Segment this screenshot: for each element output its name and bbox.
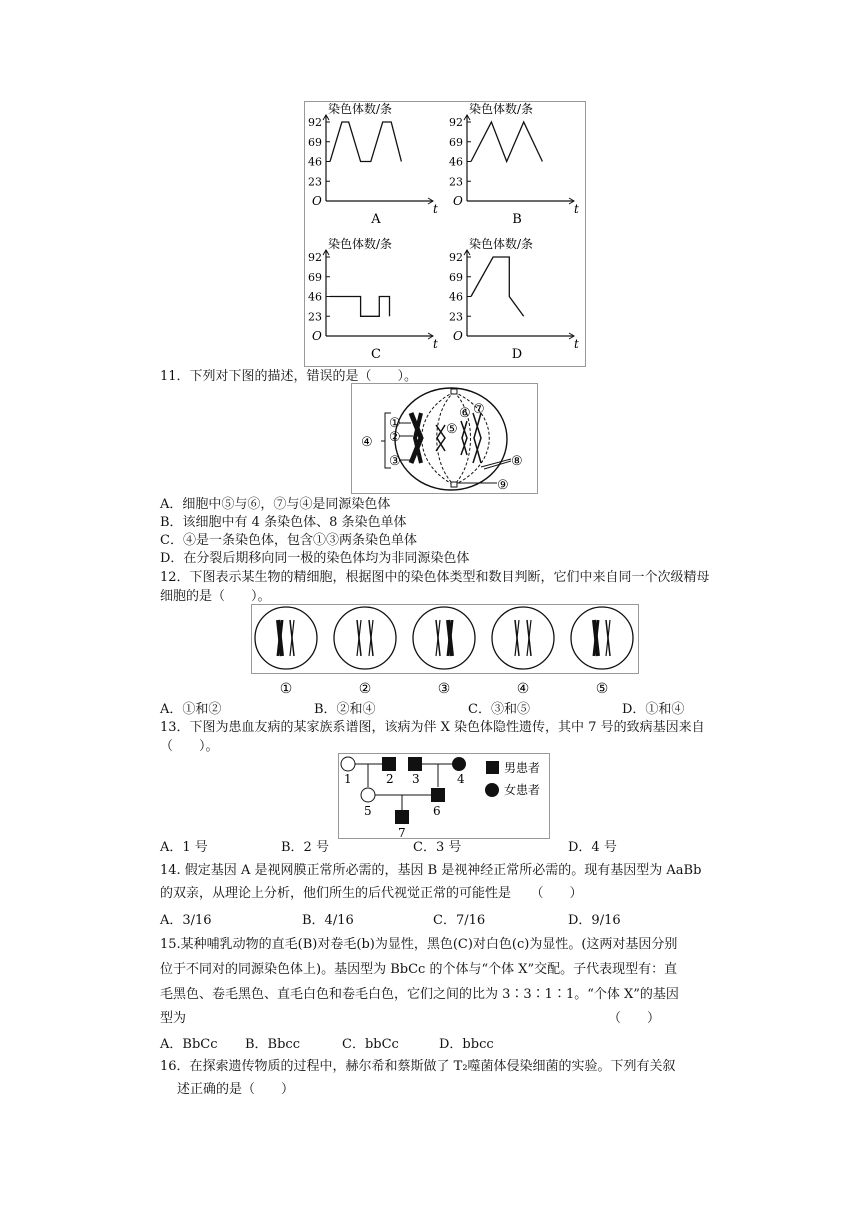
q15-line1: 15.某种哺乳动物的直毛(B)对卷毛(b)为显性，黑色(C)对白色(c)为显性。(这两对基因分别: [160, 937, 678, 952]
q16-line2: 述正确的是（ ）: [177, 1082, 295, 1097]
q14-option-a: A．3/16: [160, 913, 212, 928]
q13-option-c: C．3 号: [413, 840, 462, 855]
graph-origin-label: O: [453, 194, 463, 208]
q14-option-d: D．9/16: [568, 913, 621, 928]
y-tick-label: 46: [449, 155, 463, 169]
graph-series-line: [330, 122, 401, 162]
q14-stem-line1: 14. 假定基因 A 是视网膜正常所必需的，基因 B 是视神经正常所必需的。现有基因型为 AaBb: [160, 863, 702, 878]
y-tick-label: 92: [308, 251, 322, 264]
chromosome-graphs-figure: [304, 101, 586, 367]
q15-line2: 位于不同对的同源染色体上)。基因型为 BbCc 的个体与“个体 X”交配。子代表现型有：直: [160, 962, 678, 977]
q11-label-2: ②: [389, 430, 401, 445]
y-tick-label: 69: [308, 135, 322, 149]
q12-cell-label: ①: [279, 681, 293, 697]
graph-ylabel: 染色体数/条: [469, 237, 534, 251]
graph-origin-label: O: [312, 329, 322, 343]
graph-origin-label: O: [312, 194, 322, 208]
q15-line4: 型为: [160, 1011, 187, 1026]
y-tick-label: 69: [449, 270, 463, 284]
y-tick-label: 23: [308, 175, 322, 189]
q12-cell-label: ⑤: [595, 681, 609, 697]
q11-label-1: ①: [389, 416, 401, 431]
graph-xlabel: t: [433, 337, 438, 351]
graph-panel-label: A: [371, 212, 381, 227]
q13-stem-line1: 13．下图为患血友病的某家族系谱图，该病为伴 X 染色体隐性遗传，其中 7 号的致病基因来自: [160, 720, 705, 735]
graph-panel-c: [308, 236, 438, 362]
q12-option-d: D．①和④: [622, 702, 685, 717]
graph-panel-label: D: [511, 347, 523, 362]
legend-female-icon: [485, 783, 499, 797]
y-tick-label: 69: [308, 270, 322, 284]
q12-option-c: C．③和⑤: [468, 702, 530, 717]
q12-cell-label: ③: [437, 681, 451, 697]
q15-option-d: D．bbcc: [439, 1037, 494, 1052]
y-tick-label: 23: [449, 175, 463, 189]
y-tick-label: 23: [449, 310, 463, 324]
q11-option-c: C．④是一条染色体，包含①③两条染色单体: [160, 533, 417, 548]
pedigree-node-4: 4: [457, 772, 465, 786]
q11-label-7: ⑦: [473, 402, 485, 417]
q15-line3: 毛黑色、卷毛黑色、直毛白色和卷毛白色，它们之间的比为 3∶3∶1∶1。“个体 X”的基因: [160, 987, 679, 1002]
q12-stem-line1: 12．下图表示某生物的精细胞，根据图中的染色体类型和数目判断，它们中来自同一个次级精母: [160, 570, 710, 585]
q13-option-a: A．1 号: [160, 840, 208, 855]
legend-female-label: 女患者: [504, 783, 541, 797]
graph-panel-b: [449, 101, 579, 227]
graph-xlabel: t: [574, 202, 579, 216]
q12-cell-1: [255, 607, 317, 697]
legend-male-label: 男患者: [504, 761, 541, 775]
q16-line1: 16．在探索遗传物质的过程中，赫尔希和蔡斯做了 T₂噬菌体侵染细菌的实验。下列有关叙: [160, 1059, 676, 1074]
q11-label-6: ⑥: [459, 406, 471, 421]
graph-panel-a: [308, 101, 438, 227]
graph-series-line: [471, 257, 524, 316]
q11-option-a: A．细胞中⑤与⑥，⑦与④是同源染色体: [160, 497, 391, 512]
q13-pedigree-chart: [338, 753, 550, 839]
q12-stem-line2: 细胞的是（ ）。: [160, 589, 271, 604]
q14-stem-line2: 的双亲，从理论上分析，他们所生的后代视觉正常的可能性是 （ ）: [160, 886, 583, 901]
graph-ylabel: 染色体数/条: [328, 102, 393, 116]
graph-xlabel: t: [433, 202, 438, 216]
q11-label-5: ⑤: [446, 422, 458, 437]
graph-panel-d: [449, 236, 579, 362]
pedigree-node-3: 3: [412, 772, 420, 786]
q15-option-c: C．bbCc: [342, 1037, 399, 1052]
y-tick-label: 46: [308, 155, 322, 169]
graph-panel-label: B: [512, 212, 522, 227]
q13-option-b: B．2 号: [281, 840, 329, 855]
y-tick-label: 92: [449, 251, 463, 264]
q11-cell-diagram: [351, 383, 538, 494]
y-tick-label: 46: [449, 290, 463, 304]
graph-series-line: [471, 122, 542, 162]
q11-label-3: ③: [389, 454, 401, 469]
q11-stem: 11．下列对下图的描述，错误的是（ ）。: [160, 369, 418, 384]
graph-origin-label: O: [453, 329, 463, 343]
y-tick-label: 46: [308, 290, 322, 304]
q11-option-d: D．在分裂后期移向同一极的染色体均为非同源染色体: [160, 551, 470, 566]
q14-option-b: B．4/16: [302, 913, 354, 928]
q11-label-9: ⑨: [497, 478, 509, 493]
graph-ylabel: 染色体数/条: [328, 237, 393, 251]
graph-series-line: [330, 297, 390, 317]
y-tick-label: 69: [449, 135, 463, 149]
q11-label-4: ④: [361, 435, 373, 450]
q11-option-b: B．该细胞中有 4 条染色体、8 条染色单体: [160, 515, 407, 530]
q12-option-a: A．①和②: [160, 702, 222, 717]
graph-panel-label: C: [371, 347, 381, 362]
q12-option-b: B．②和④: [314, 702, 376, 717]
q14-option-c: C．7/16: [433, 913, 486, 928]
graph-ylabel: 染色体数/条: [469, 102, 534, 116]
y-tick-label: 92: [308, 116, 322, 129]
legend-male-icon: [486, 761, 499, 774]
q12-cell-5: [571, 607, 633, 697]
pedigree-node-5: 5: [364, 804, 372, 818]
pedigree-node-1: 1: [344, 772, 352, 786]
q15-answer-blank: （ ）: [608, 1011, 661, 1026]
q13-option-d: D．4 号: [568, 840, 617, 855]
q12-cell-4: [492, 607, 554, 697]
y-tick-label: 92: [449, 116, 463, 129]
q12-sperm-cells-figure: [251, 604, 639, 698]
pedigree-node-2: 2: [386, 772, 394, 786]
q15-option-b: B．Bbcc: [245, 1037, 300, 1052]
q12-cell-2: [334, 607, 396, 697]
q12-cell-3: [413, 607, 475, 697]
q13-stem-line2: （ ）。: [160, 739, 219, 754]
y-tick-label: 23: [308, 310, 322, 324]
graph-xlabel: t: [574, 337, 579, 351]
pedigree-node-6: 6: [433, 804, 441, 818]
pedigree-node-7: 7: [398, 826, 406, 839]
q12-cell-label: ④: [516, 681, 530, 697]
q11-label-8: ⑧: [511, 454, 523, 469]
q12-cell-label: ②: [358, 681, 372, 697]
q15-option-a: A．BbCc: [160, 1037, 218, 1052]
